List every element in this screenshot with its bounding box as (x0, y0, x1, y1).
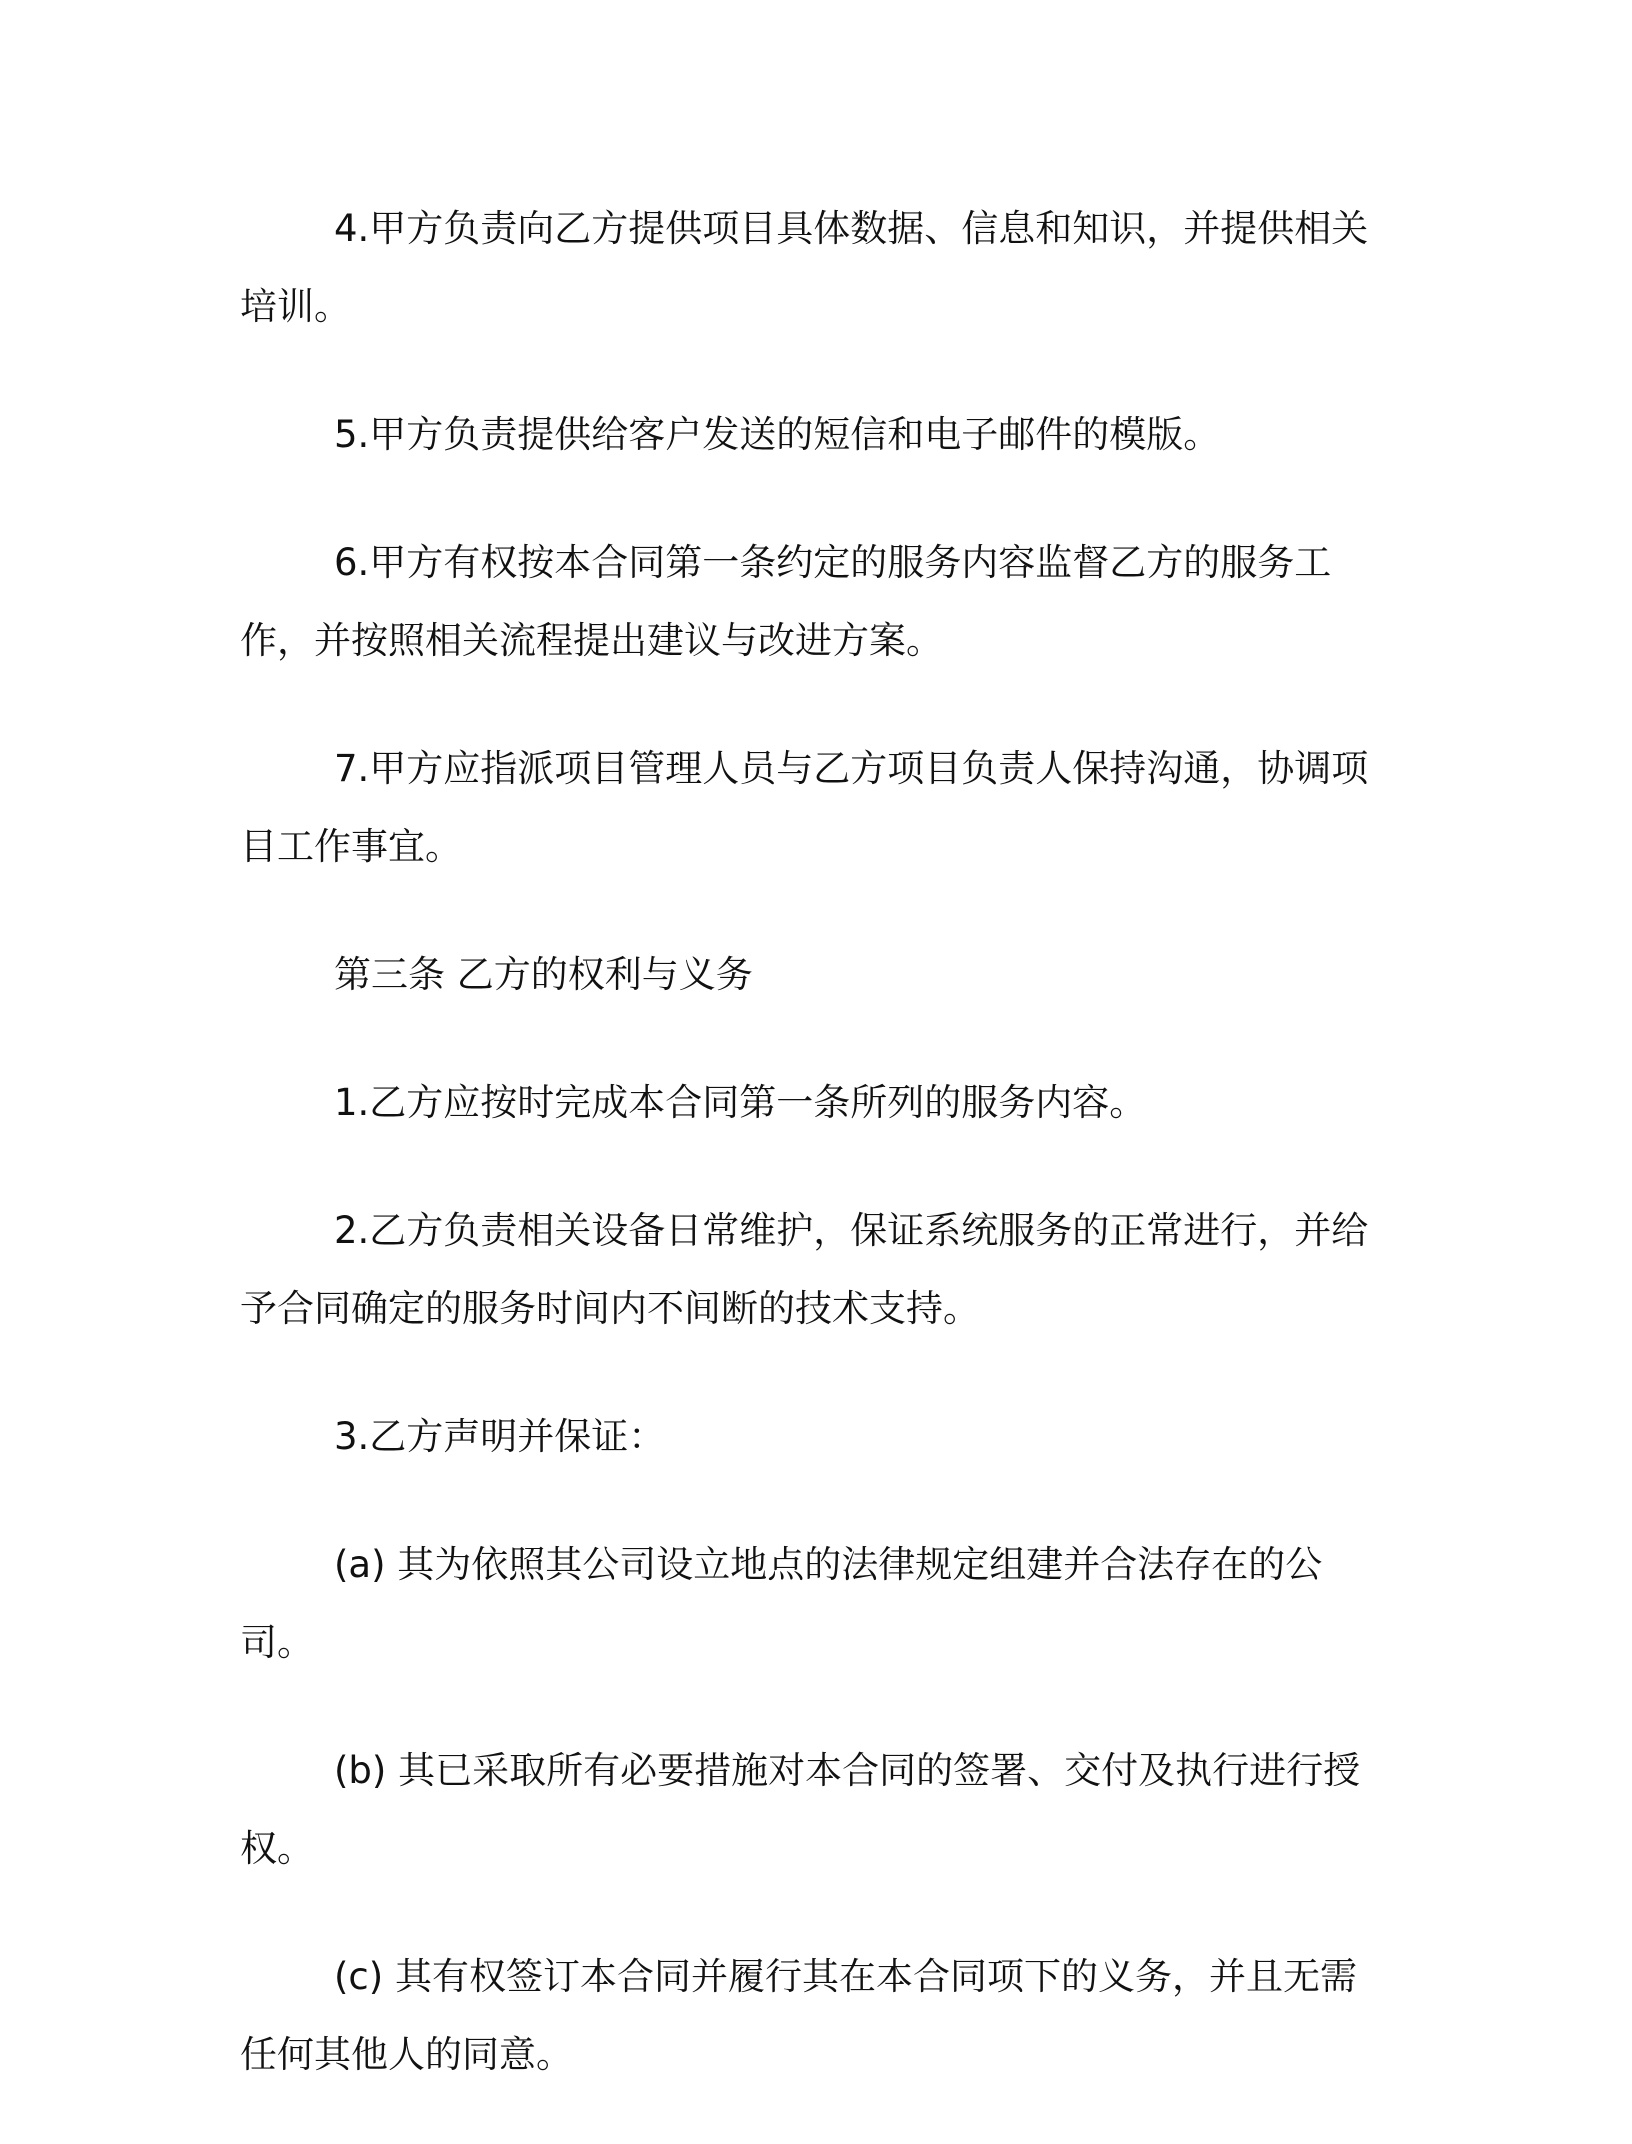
section-heading: 第三条 乙方的权利与义务 (334, 953, 753, 996)
party-b-paragraph-1: 1.乙方应按时完成本合同第一条所列的服务内容。 (334, 1081, 1147, 1124)
warranty-item-b: (b) 其已采取所有必要措施对本合同的签署、交付及执行进行授权。 (240, 1749, 1361, 1870)
clause-paragraph-4: 4.甲方负责向乙方提供项目具体数据、信息和知识，并提供相关培训。 (240, 207, 1369, 328)
party-b-paragraph-2: 2.乙方负责相关设备日常维护，保证系统服务的正常进行，并给予合同确定的服务时间内不间断的技术支持。 (240, 1209, 1369, 1330)
clause-paragraph-5: 5.甲方负责提供给客户发送的短信和电子邮件的模版。 (334, 413, 1221, 456)
document-body (240, 190, 1390, 2144)
warranty-item-a: (a) 其为依照其公司设立地点的法律规定组建并合法存在的公司。 (240, 1543, 1323, 1664)
clause-paragraph-6: 6.甲方有权按本合同第一条约定的服务内容监督乙方的服务工作，并按照相关流程提出建议与改进方案。 (240, 541, 1332, 662)
clause-paragraph-7: 7.甲方应指派项目管理人员与乙方项目负责人保持沟通，协调项目工作事宜。 (240, 747, 1369, 868)
party-b-paragraph-3: 3.乙方声明并保证： (334, 1415, 666, 1458)
warranty-item-c: (c) 其有权签订本合同并履行其在本合同项下的义务，并且无需任何其他人的同意。 (240, 1955, 1357, 2076)
